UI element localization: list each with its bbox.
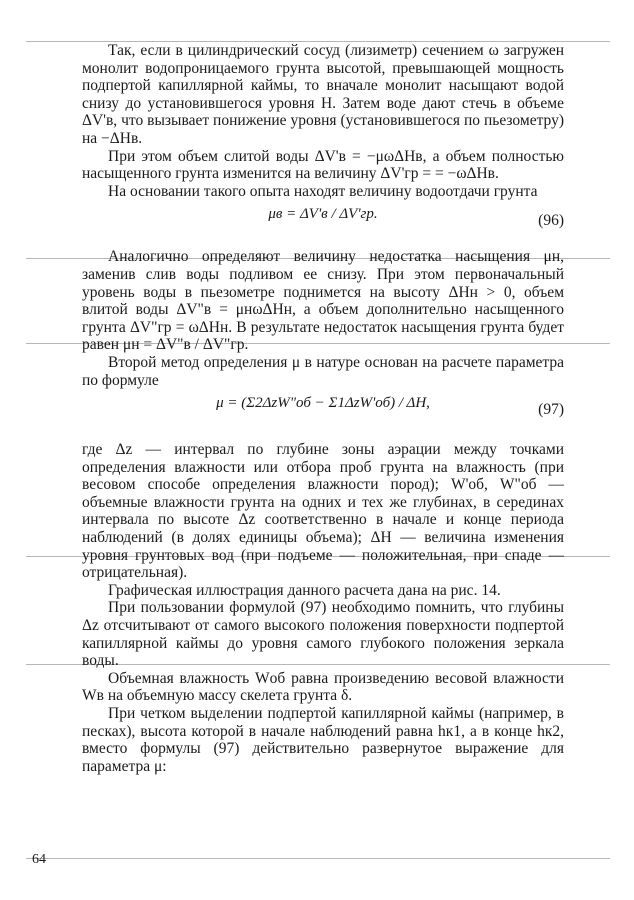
paragraph-capillary-fringe: При четком выделении подпертой капиллярной каймы (например, в песках), высота которой в начале наблюдений равна hк1, а в конце hк2, вместо формулы (97) действительно развернутое выражение для параметра μ: (82, 705, 564, 775)
body-text (82, 42, 564, 775)
paragraph-figure-ref: Графическая иллюстрация данного расчета дана на рис. 14. (108, 581, 501, 599)
formula-96-expression: μв = ΔV'в / ΔV'гр. (268, 206, 378, 223)
formula-97-number: (97) (538, 401, 564, 419)
paragraph-specific-yield-intro: На основании такого опыта находят величину водоотдачи грунта (108, 182, 538, 200)
formula-97 (82, 391, 564, 433)
formula-97-expression: μ = (Σ2ΔzW"об − Σ1ΔzW'об) / ΔH, (216, 395, 430, 412)
paragraph-saturation-deficit: Аналогично определяют величину недостатка насыщения μн, заменив слив воды подливом ее снизу. При этом первоначальный уровень воды в пьезометре поднимется на высоту ΔHн > 0, объем влитой воды ΔV"в = μнωΔHн, а объем дополнительно насыщенного грунта ΔV"гр = ωΔHн. В результате недостаток насыщения грунта будет равен μн = ΔV"в / ΔV"гр. (82, 248, 564, 354)
formula-96-number: (96) (538, 212, 564, 230)
paragraph-definitions: где Δz — интервал по глубине зоны аэрации между точками определения влажности или отбора проб грунта на влажность (при весовом способе определения влажности пород); W'об, W"об — объемные влажности грунта на одних и тех же глубинах, в серединах интервала по высоте Δz соответственно в начале и конце периода наблюдений (в долях единицы объема); ΔH — величина изменения уровня грунтовых вод (при подъеме — положительная, при спаде — отрицательная). (82, 441, 564, 582)
paragraph-second-method: Второй метод определения μ в натуре основан на расчете параметра по формуле (82, 353, 564, 389)
scan-rule (26, 858, 610, 859)
paragraph-drained-volume: При этом объем слитой воды ΔV'в = −μωΔHв, а объем полностью насыщенного грунта изменится на величину ΔV'гр = = −ωΔHв. (82, 147, 564, 183)
paragraph-depth-note: При пользовании формулой (97) необходимо помнить, что глубины Δz отсчитывают от самого высокого положения поверхности подпертой капиллярной каймы до уровня самого глубокого положения зеркала воды. (82, 599, 564, 670)
page-number: 64 (32, 852, 46, 867)
paragraph-volumetric-moisture: Объемная влажность Wоб равна произведению весовой влажности Wв на объемную массу скелета грунта δ. (82, 669, 564, 705)
formula-96 (82, 202, 564, 240)
paragraph-lysimeter: Так, если в цилиндрический сосуд (лизиметр) сечением ω загружен монолит водопроницаемого грунта высотой, превышающей мощность подпертой капиллярной каймы, то вначале монолит насыщают водой снизу до установившегося уровня H. Затем воде дают стечь в объеме ΔV'в, что вызывает понижение уровня (установившегося по пьезометру) на −ΔHв. (82, 42, 564, 147)
